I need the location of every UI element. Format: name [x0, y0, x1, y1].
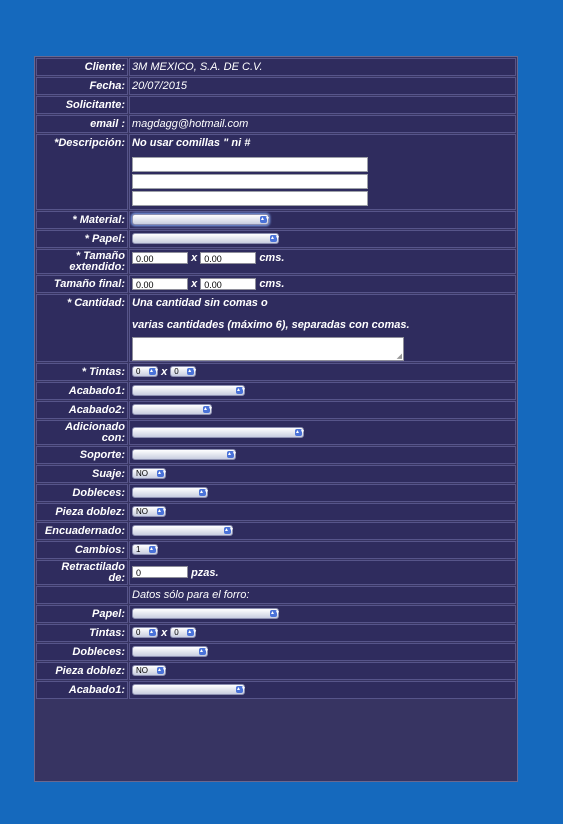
label-forro-empty [36, 586, 128, 604]
cms-label: cms. [259, 278, 285, 290]
encuadernado-select[interactable] [132, 525, 233, 536]
row-forro-acabado1 [36, 681, 516, 699]
encuadernado-cell [129, 522, 516, 540]
cantidad-hint-1: Una cantidad sin comas o [132, 297, 268, 309]
soporte-select[interactable] [132, 449, 236, 460]
descripcion-line-1[interactable] [132, 157, 368, 172]
label-retractilado-line2: de: [108, 572, 125, 584]
up-down-arrow-icon: ▲▼ [187, 368, 198, 375]
acabado2-select[interactable] [132, 404, 212, 415]
resize-grip-icon[interactable]: ◢ [396, 353, 402, 360]
forro-pieza-doblez-value: NO [136, 666, 148, 676]
suaje-select[interactable] [132, 468, 166, 479]
row-email [36, 115, 516, 133]
material-select[interactable] [132, 214, 269, 225]
label-adicionado-line2: con: [101, 432, 125, 444]
row-cliente [36, 58, 516, 76]
pieza-doblez-select[interactable] [132, 506, 166, 517]
up-down-arrow-icon: ▲▼ [199, 648, 209, 655]
descripcion-line-3[interactable] [132, 191, 368, 206]
value-cliente: 3M MEXICO, S.A. DE C.V. [129, 58, 516, 76]
row-acabado2 [36, 401, 516, 419]
papel-select[interactable] [132, 233, 279, 244]
up-down-arrow-icon: ▲▼ [270, 610, 280, 617]
row-suaje [36, 465, 516, 483]
row-acabado1 [36, 382, 516, 400]
up-down-arrow-icon: ▲▼ [224, 527, 234, 534]
row-tamano-extendido [36, 249, 516, 274]
row-descripcion [36, 134, 516, 210]
forro-dobleces-cell [129, 643, 516, 661]
up-down-arrow-icon: ▲▼ [227, 451, 237, 458]
forro-papel-cell [129, 605, 516, 623]
label-fecha: Fecha: [36, 77, 128, 95]
pieza-doblez-cell [129, 503, 516, 521]
value-fecha: 20/07/2015 [129, 77, 516, 95]
forro-tintas-b-value: 0 [174, 628, 179, 638]
label-pieza-doblez: Pieza doblez: [36, 503, 128, 521]
retractilado-input[interactable]: 0 [132, 566, 188, 578]
forro-tintas-a-select[interactable] [132, 627, 158, 638]
label-forro-papel: Papel: [36, 605, 128, 623]
label-papel: * Papel: [36, 230, 128, 248]
label-forro-acabado1: Acabado1: [36, 681, 128, 699]
cambios-value: 1 [136, 545, 141, 555]
row-material [36, 211, 516, 229]
up-down-arrow-icon: ▲▼ [157, 667, 167, 674]
row-tamano-final [36, 275, 516, 293]
row-solicitante [36, 96, 516, 114]
order-form [34, 56, 518, 782]
forro-dobleces-select[interactable] [132, 646, 208, 657]
forro-pieza-doblez-cell [129, 662, 516, 680]
row-forro-papel [36, 605, 516, 623]
pieza-doblez-value: NO [136, 507, 148, 517]
acabado1-cell [129, 382, 516, 400]
times-label: x [161, 627, 168, 639]
up-down-arrow-icon: ▲▼ [157, 470, 167, 477]
label-tamano-final: Tamaño final: [36, 275, 128, 293]
up-down-arrow-icon: ▲▼ [260, 216, 270, 223]
form-table [35, 57, 517, 700]
material-cell [129, 211, 516, 229]
label-retractilado-line1: Retractilado [61, 561, 125, 573]
tamano-ext-width-input[interactable]: 0.00 [132, 252, 188, 264]
forro-header: Datos sólo para el forro: [129, 586, 516, 604]
tintas-cell [129, 363, 516, 381]
tamano-ext-height-input[interactable]: 0.00 [200, 252, 256, 264]
forro-pieza-doblez-select[interactable] [132, 665, 166, 676]
row-dobleces [36, 484, 516, 502]
tamano-final-width-input[interactable]: 0.00 [132, 278, 188, 290]
label-forro-pieza-doblez: Pieza doblez: [36, 662, 128, 680]
times-label: x [161, 366, 168, 378]
row-soporte [36, 446, 516, 464]
row-fecha [36, 77, 516, 95]
label-tintas: * Tintas: [36, 363, 128, 381]
papel-cell [129, 230, 516, 248]
times-label: x [191, 278, 198, 290]
tintas-a-select[interactable] [132, 366, 158, 377]
label-material: * Material: [36, 211, 128, 229]
retractilado-cell [129, 560, 516, 585]
label-dobleces: Dobleces: [36, 484, 128, 502]
label-soporte: Soporte: [36, 446, 128, 464]
label-encuadernado: Encuadernado: [36, 522, 128, 540]
value-solicitante [129, 96, 516, 114]
row-papel [36, 230, 516, 248]
label-forro-tintas: Tintas: [36, 624, 128, 642]
cantidad-hint-2: varias cantidades (máximo 6), separadas con comas. [132, 319, 410, 331]
cantidad-textarea[interactable] [132, 337, 404, 361]
forro-tintas-a-value: 0 [136, 628, 141, 638]
acabado2-cell [129, 401, 516, 419]
row-cambios [36, 541, 516, 559]
label-tamano-ext-line2: extendido: [69, 261, 125, 273]
row-forro-dobleces [36, 643, 516, 661]
up-down-arrow-icon: ▲▼ [236, 387, 246, 394]
label-cambios: Cambios: [36, 541, 128, 559]
label-tamano-extendido [36, 249, 128, 274]
row-tintas [36, 363, 516, 381]
suaje-cell [129, 465, 516, 483]
cantidad-cell [129, 294, 516, 362]
label-acabado1: Acabado1: [36, 382, 128, 400]
up-down-arrow-icon: ▲▼ [270, 235, 280, 242]
acabado1-select[interactable] [132, 385, 245, 396]
up-down-arrow-icon: ▲▼ [149, 546, 159, 553]
tintas-b-select[interactable] [170, 366, 196, 377]
row-encuadernado [36, 522, 516, 540]
up-down-arrow-icon: ▲▼ [187, 629, 198, 636]
descripcion-cell [129, 134, 516, 210]
pzas-label: pzas. [191, 566, 219, 579]
dobleces-cell [129, 484, 516, 502]
label-email: email : [36, 115, 128, 133]
times-label: x [191, 252, 198, 264]
tintas-a-value: 0 [136, 367, 141, 377]
dobleces-select[interactable] [132, 487, 208, 498]
forro-acabado1-select[interactable] [132, 684, 245, 695]
label-cliente: Cliente: [36, 58, 128, 76]
forro-tintas-b-select[interactable] [170, 627, 196, 638]
row-forro-pieza-doblez [36, 662, 516, 680]
tamano-final-cell [129, 275, 516, 293]
row-pieza-doblez [36, 503, 516, 521]
suaje-value: NO [136, 469, 148, 479]
row-forro-tintas [36, 624, 516, 642]
cambios-select[interactable] [132, 544, 158, 555]
descripcion-line-2[interactable] [132, 174, 368, 189]
tamano-final-height-input[interactable]: 0.00 [200, 278, 256, 290]
tintas-b-value: 0 [174, 367, 179, 377]
forro-papel-select[interactable] [132, 608, 279, 619]
up-down-arrow-icon: ▲▼ [295, 428, 305, 435]
cms-label: cms. [259, 252, 285, 264]
up-down-arrow-icon: ▲▼ [236, 686, 246, 693]
label-adicionado-line1: Adicionado [65, 421, 125, 433]
tamano-ext-cell [129, 249, 516, 274]
label-forro-dobleces: Dobleces: [36, 643, 128, 661]
value-email: magdagg@hotmail.com [129, 115, 516, 133]
label-descripcion: *Descripción: [36, 134, 128, 210]
soporte-cell [129, 446, 516, 464]
label-adicionado [36, 420, 128, 445]
label-suaje: Suaje: [36, 465, 128, 483]
label-acabado2: Acabado2: [36, 401, 128, 419]
row-retractilado [36, 560, 516, 585]
up-down-arrow-icon: ▲▼ [149, 629, 159, 636]
descripcion-hint: No usar comillas " ni # [132, 137, 251, 149]
adicionado-select[interactable] [132, 427, 304, 438]
row-adicionado [36, 420, 516, 445]
cambios-cell [129, 541, 516, 559]
adicionado-cell [129, 420, 516, 445]
up-down-arrow-icon: ▲▼ [157, 508, 167, 515]
up-down-arrow-icon: ▲▼ [203, 406, 213, 413]
up-down-arrow-icon: ▲▼ [199, 489, 209, 496]
row-cantidad [36, 294, 516, 362]
forro-tintas-cell [129, 624, 516, 642]
label-retractilado [36, 560, 128, 585]
label-cantidad: * Cantidad: [36, 294, 128, 362]
label-solicitante: Solicitante: [36, 96, 128, 114]
up-down-arrow-icon: ▲▼ [149, 368, 159, 375]
row-forro-header [36, 586, 516, 604]
forro-acabado1-cell [129, 681, 516, 699]
label-tamano-ext-line1: * Tamaño [75, 250, 125, 262]
